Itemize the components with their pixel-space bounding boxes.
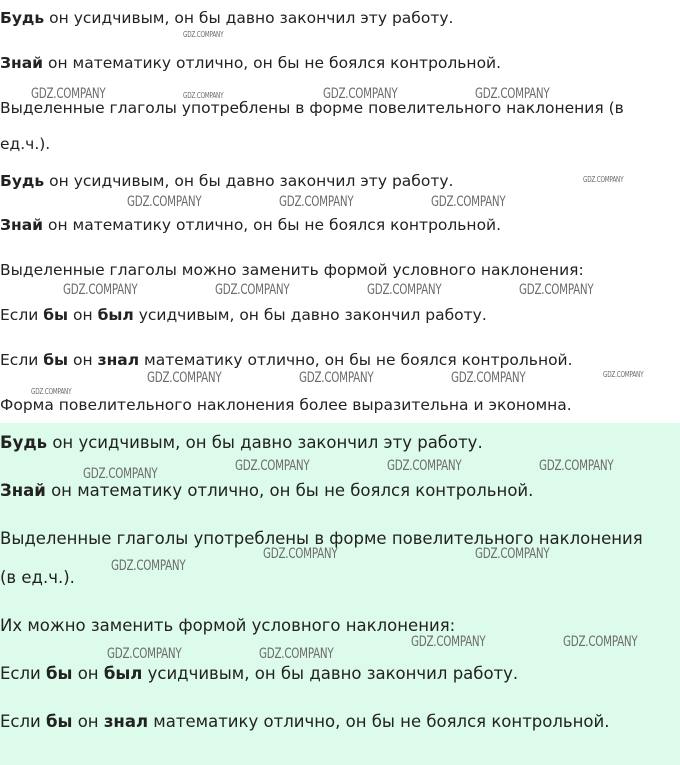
highlighted-verb: Знай — [0, 216, 44, 234]
watermark: GDZ.COMPANY — [323, 86, 398, 102]
conditional-sentence-2: Если бы он знал математику отлично, он бы не боялся контрольной. — [0, 712, 610, 731]
conditional-sentence-2: Если бы он знал математику отлично, он бы не боялся контрольной. — [0, 351, 573, 369]
watermark: GDZ.COMPANY — [183, 91, 224, 100]
watermark: GDZ.COMPANY — [603, 370, 644, 379]
explanation-line-1: Выделенные глаголы употреблены в форме повелительного наклонения (в — [0, 99, 624, 117]
watermark: GDZ.COMPANY — [299, 370, 374, 386]
explanation-line-1: Выделенные глаголы употреблены в форме повелительного наклонения — [0, 529, 643, 548]
watermark: GDZ.COMPANY — [279, 194, 354, 210]
replacement-intro: Их можно заменить формой условного наклонения: — [0, 616, 456, 635]
watermark: GDZ.COMPANY — [107, 646, 182, 662]
sentence-4: Знай он математику отлично, он бы не боялся контрольной. — [0, 216, 502, 234]
watermark: GDZ.COMPANY — [367, 282, 442, 298]
conditional-sentence-1: Если бы он был усидчивым, он бы давно закончил работу. — [0, 306, 487, 324]
highlighted-verb: Знай — [0, 54, 44, 72]
watermark: GDZ.COMPANY — [235, 458, 310, 474]
watermark: GDZ.COMPANY — [431, 194, 506, 210]
watermark: GDZ.COMPANY — [475, 546, 550, 562]
watermark: GDZ.COMPANY — [31, 387, 72, 396]
watermark: GDZ.COMPANY — [451, 370, 526, 386]
watermark: GDZ.COMPANY — [215, 282, 290, 298]
watermark: GDZ.COMPANY — [387, 458, 462, 474]
sentence-2: Знай он математику отлично, он бы не боялся контрольной. — [0, 481, 534, 500]
watermark: GDZ.COMPANY — [263, 546, 338, 562]
watermark: GDZ.COMPANY — [583, 175, 624, 184]
sentence-1: Будь он усидчивым, он бы давно закончил эту работу. — [0, 9, 454, 27]
highlighted-verb: Знай — [0, 481, 46, 500]
explanation-line-2: ед.ч.). — [0, 135, 51, 153]
highlighted-verb: Будь — [0, 9, 45, 27]
sentence-3: Будь он усидчивым, он бы давно закончил эту работу. — [0, 172, 454, 190]
watermark: GDZ.COMPANY — [147, 370, 222, 386]
watermark: GDZ.COMPANY — [63, 282, 138, 298]
conclusion: Форма повелительного наклонения более выразительна и экономна. — [0, 396, 572, 414]
watermark: GDZ.COMPANY — [475, 86, 550, 102]
watermark: GDZ.COMPANY — [183, 30, 224, 39]
conditional-sentence-1: Если бы он был усидчивым, он бы давно закончил работу. — [0, 664, 519, 683]
highlighted-verb: Будь — [0, 433, 48, 452]
sentence-1: Будь он усидчивым, он бы давно закончил эту работу. — [0, 433, 483, 452]
watermark: GDZ.COMPANY — [519, 282, 594, 298]
sentence-2: Знай он математику отлично, он бы не боялся контрольной. — [0, 54, 502, 72]
watermark: GDZ.COMPANY — [539, 458, 614, 474]
replacement-intro: Выделенные глаголы можно заменить формой условного наклонения: — [0, 261, 584, 279]
highlighted-verb: Будь — [0, 172, 45, 190]
watermark: GDZ.COMPANY — [259, 646, 334, 662]
watermark: GDZ.COMPANY — [31, 86, 106, 102]
watermark: GDZ.COMPANY — [411, 634, 486, 650]
watermark: GDZ.COMPANY — [111, 558, 186, 574]
watermark: GDZ.COMPANY — [127, 194, 202, 210]
watermark: GDZ.COMPANY — [83, 466, 158, 482]
explanation-line-2: (в ед.ч.). — [0, 568, 75, 587]
watermark: GDZ.COMPANY — [563, 634, 638, 650]
